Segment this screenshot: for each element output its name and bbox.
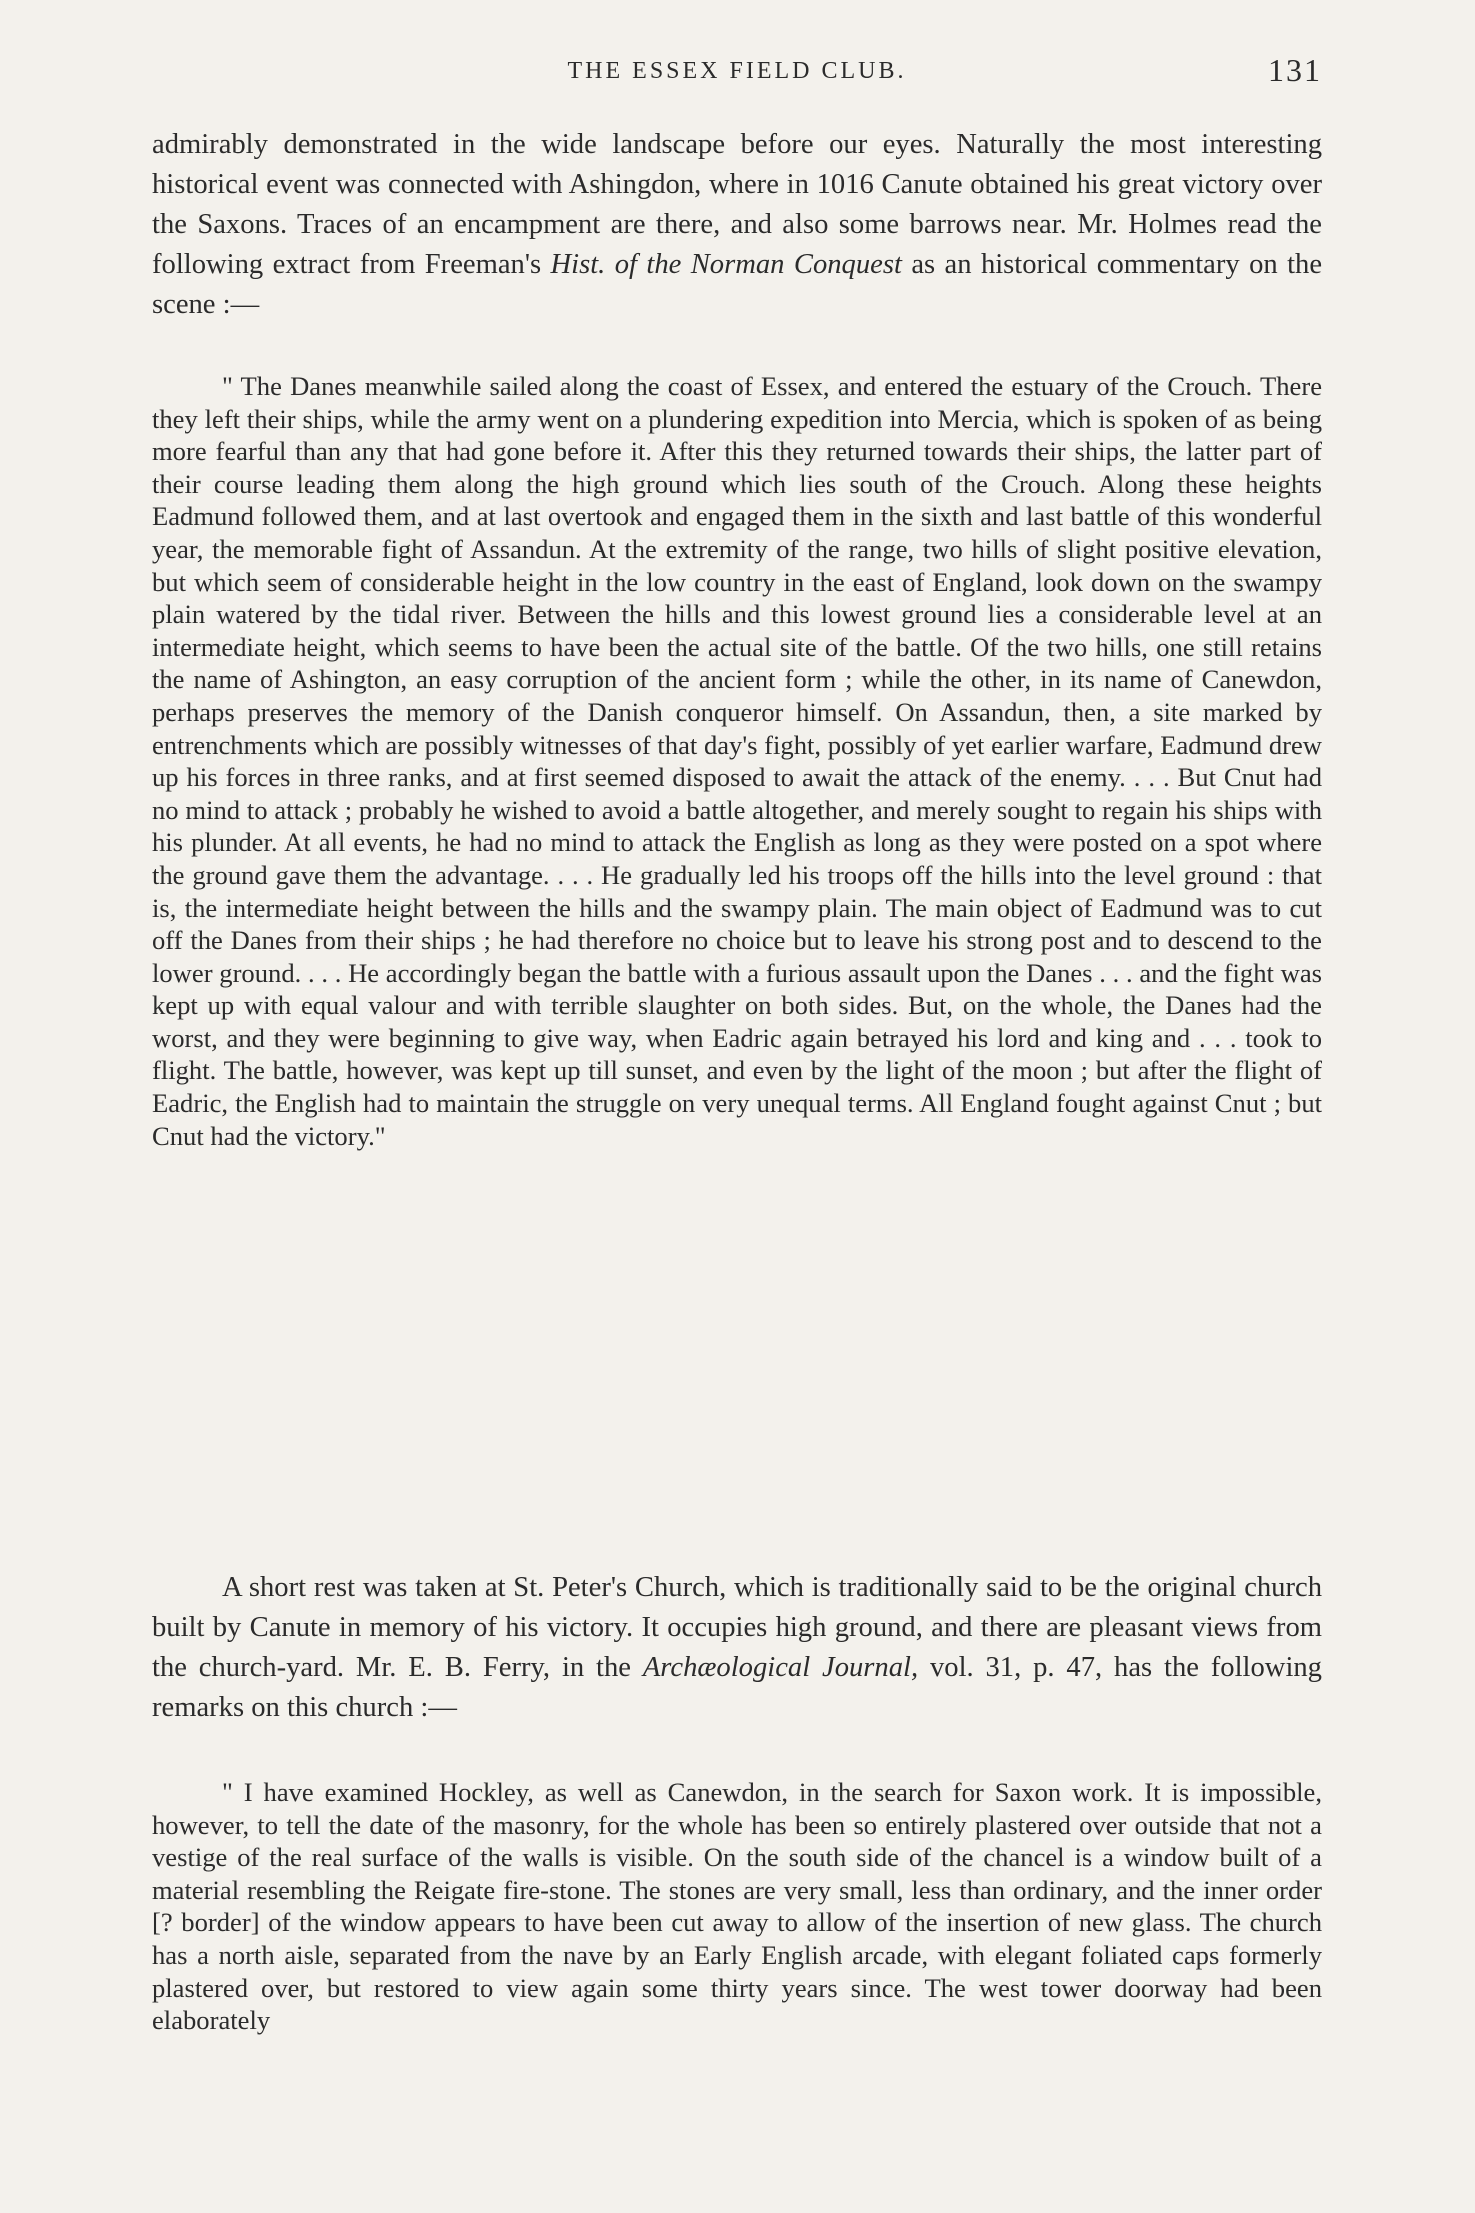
- page-header: [152, 52, 1322, 102]
- freeman-quote-block: [152, 370, 1322, 1152]
- intro-paragraph-block: [152, 125, 1322, 333]
- freeman-quote: " The Danes meanwhile sailed along the coast of Essex, and entered the estuary of the Crouch. There they left their ships, while the army went on a plundering expedition into Mercia, which is spoken of as being more fearful than any that had gone before it. After this they returned towards their ships, the latter part of their course leading them along the high ground which lies south of the Crouch. Along these heights Eadmund followed them, and at last overtook and engaged them in the sixth and last battle of this wonderful year, the memorable fight of Assandun. At the extremity of the range, two hills of slight positive elevation, but which seem of considerable height in the low country in the east of England, look down on the swampy plain watered by the tidal river. Between the hills and this lowest ground lies a considerable level at an intermediate height, which seems to have been the actual site of the battle. Of the two hills, one still retains the name of Ashington, an easy corruption of the ancient form ; while the other, in its name of Canewdon, perhaps preserves the memory of the Danish conqueror himself. On Assandun, then, a site marked by entrenchments which are possibly witnesses of that day's fight, possibly of yet earlier warfare, Eadmund drew up his forces in three ranks, and at first seemed disposed to await the attack of the enemy. . . . But Cnut had no mind to attack ; probably he wished to avoid a battle altogether, and merely sought to regain his ships with his plunder. At all events, he had no mind to attack the English as long as they were posted on a spot where the ground gave them the advantage. . . . He gradually led his troops off the hills into the level ground : that is, the intermediate height between the hills and the swampy plain. The main object of Eadmund was to cut off the Danes from their ships ; he had therefore no choice but to leave his strong post and to descend to the lower ground. . . . He accordingly began the battle with a furious assault upon the Danes . . . and the fight was kept up with equal valour and with terrible slaughter on both sides. But, on the whole, the Danes had the worst, and they were beginning to give way, when Eadric again betrayed his lord and king and . . . took to flight. The battle, however, was kept up till sunset, and even by the light of the moon ; but after the flight of Eadric, the English had to maintain the struggle on very unequal terms. All England fought against Cnut ; but Cnut had the victory.": [152, 371, 1322, 1151]
- church-text-start: A short rest was taken at St. Peter's Church, which is traditionally said to be the original church built by Canute in memory of his victory. It occupies high ground, and there are pleasant views from the church-yard. Mr. E. B. Ferry, in the: [152, 1572, 1322, 1683]
- journal-title-italic: Archæological Journal,: [642, 1652, 919, 1683]
- intro-text-end: as an historical commentary on the scene :—: [152, 249, 1323, 320]
- book-title-italic: Hist. of the Norman Conquest: [550, 249, 902, 280]
- running-title: THE ESSEX FIELD CLUB.: [567, 58, 907, 84]
- ferry-quote-block: [152, 1776, 1322, 2037]
- page-number: 131: [1268, 52, 1322, 88]
- church-text-end: vol. 31, p. 47, has the following remarks on this church :—: [152, 1652, 1322, 1723]
- ferry-quote: " I have examined Hockley, as well as Canewdon, in the search for Saxon work. It is impossible, however, to tell the date of the masonry, for the whole has been so entirely plastered over outside that not a vestige of the real surface of the walls is visible. On the south side of the chancel is a window built of a material resembling the Reigate fire-stone. The stones are very small, less than ordinary, and the inner order [? border] of the window appears to have been cut away to allow of the insertion of new glass. The church has a north aisle, separated from the nave by an Early English arcade, with elegant foliated caps formerly plastered over, but restored to view again some thirty years since. The west tower doorway had been elaborately: [152, 1777, 1322, 2036]
- church-paragraph: [152, 1568, 1322, 1728]
- intro-paragraph: [152, 125, 1322, 325]
- church-paragraph-block: [152, 1568, 1322, 1736]
- intro-text-start: admirably demonstrated in the wide landscape before our eyes. Naturally the most interesting historical event was connected with Ashingdon, where in 1016 Canute obtained his great victory over the Saxons. Traces of an encampment are there, and also some barrows near. Mr. Holmes read the following extract from Freeman's: [152, 129, 1322, 280]
